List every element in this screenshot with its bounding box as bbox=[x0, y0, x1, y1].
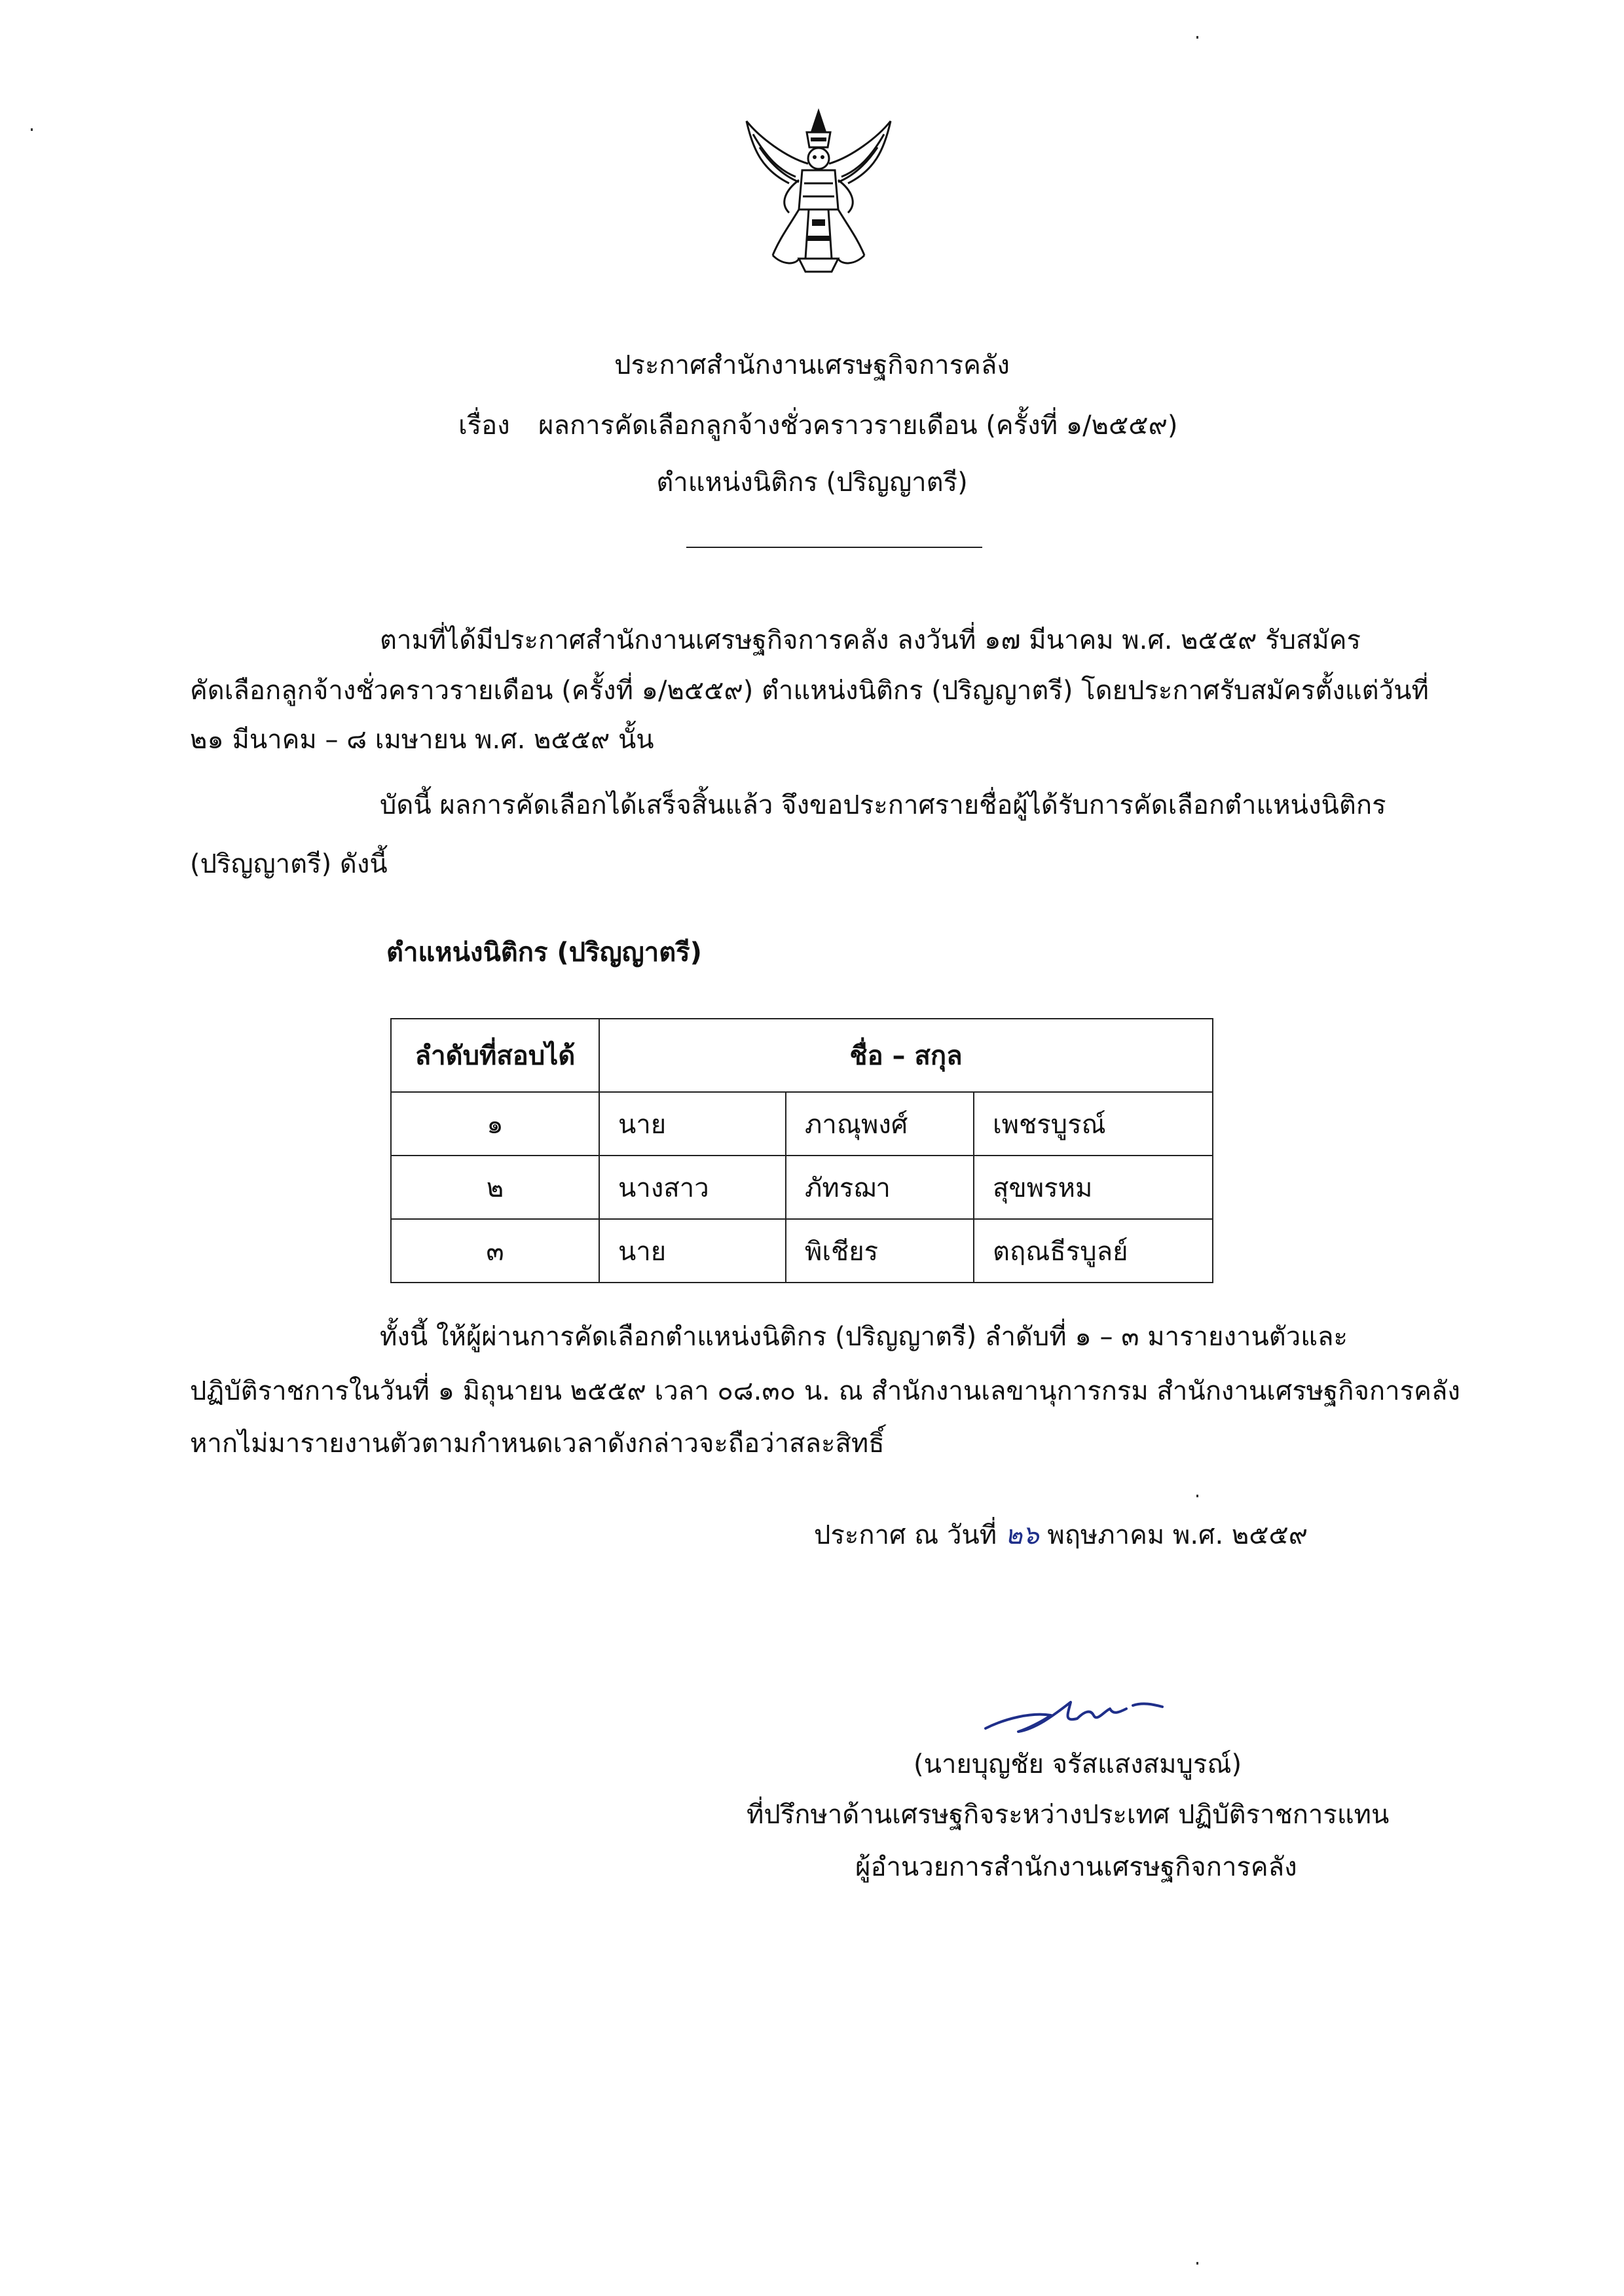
cell-title: นาย bbox=[599, 1219, 786, 1283]
signer-name: (นายบุญชัย จรัสแสงสมบูรณ์) bbox=[913, 1749, 1242, 1779]
scan-speck bbox=[1196, 1495, 1198, 1497]
announcement-title: ประกาศสำนักงานเศรษฐกิจการคลัง bbox=[614, 350, 1010, 380]
signer-title-2: ผู้อำนวยการสำนักงานเศรษฐกิจการคลัง bbox=[855, 1852, 1297, 1882]
table-header-row bbox=[391, 1019, 1213, 1092]
para3-line2: ปฏิบัติราชการในวันที่ ๑ มิถุนายน ๒๕๕๙ เวลา ๐๘.๓๐ น. ณ สำนักงานเลขานุการกรม สำนักงานเศรษฐกิจการคลัง bbox=[190, 1376, 1460, 1406]
para1-line1: ตามที่ได้มีประกาศสำนักงานเศรษฐกิจการคลัง ลงวันที่ ๑๗ มีนาคม พ.ศ. ๒๕๕๙ รับสมัคร bbox=[380, 625, 1361, 655]
subject-label: เรื่อง bbox=[458, 410, 510, 441]
results-table bbox=[390, 1018, 1213, 1283]
table-row bbox=[391, 1219, 1213, 1283]
cell-last-name: สุขพรหม bbox=[974, 1156, 1213, 1219]
signer-title-1: ที่ปรึกษาด้านเศรษฐกิจระหว่างประเทศ ปฏิบัติราชการแทน bbox=[747, 1800, 1390, 1830]
header-rank: ลำดับที่สอบได้ bbox=[391, 1019, 599, 1092]
scan-speck bbox=[1196, 36, 1198, 39]
cell-first-name: ภาณุพงศ์ bbox=[786, 1092, 974, 1156]
cell-rank: ๒ bbox=[391, 1156, 599, 1219]
header-divider bbox=[686, 547, 982, 548]
announce-prefix: ประกาศ ณ วันที่ bbox=[814, 1520, 997, 1550]
cell-title: นางสาว bbox=[599, 1156, 786, 1219]
para3-line3: หากไม่มารายงานตัวตามกำหนดเวลาดังกล่าวจะถือว่าสละสิทธิ์ bbox=[190, 1429, 885, 1459]
scan-speck bbox=[31, 128, 33, 131]
cell-first-name: พิเชียร bbox=[786, 1219, 974, 1283]
cell-rank: ๑ bbox=[391, 1092, 599, 1156]
para2-line2: (ปริญญาตรี) ดังนี้ bbox=[190, 849, 388, 879]
cell-first-name: ภัทรฌา bbox=[786, 1156, 974, 1219]
para2-line1: บัดนี้ ผลการคัดเลือกได้เสร็จสิ้นแล้ว จึงขอประกาศรายชื่อผู้ได้รับการคัดเลือกตำแหน่งนิติกร bbox=[380, 790, 1386, 820]
section-heading: ตำแหน่งนิติกร (ปริญญาตรี) bbox=[386, 938, 702, 968]
subject-text: ผลการคัดเลือกลูกจ้างชั่วคราวรายเดือน (ครั้งที่ ๑/๒๕๕๙) bbox=[538, 410, 1178, 441]
table-row bbox=[391, 1092, 1213, 1156]
cell-title: นาย bbox=[599, 1092, 786, 1156]
announce-date bbox=[814, 1522, 1308, 1548]
scan-speck bbox=[1196, 2262, 1198, 2265]
para3-line1: ทั้งนี้ ให้ผู้ผ่านการคัดเลือกตำแหน่งนิติกร (ปริญญาตรี) ลำดับที่ ๑ – ๓ มารายงานตัวและ bbox=[380, 1322, 1348, 1352]
para1-line3: ๒๑ มีนาคม – ๘ เมษายน พ.ศ. ๒๕๕๙ นั้น bbox=[190, 725, 654, 755]
position-title: ตำแหน่งนิติกร (ปริญญาตรี) bbox=[656, 467, 968, 498]
table-row bbox=[391, 1156, 1213, 1219]
announce-suffix: พฤษภาคม พ.ศ. ๒๕๕๙ bbox=[1047, 1520, 1308, 1550]
handwritten-day: ๒๖ bbox=[1005, 1520, 1039, 1550]
cell-rank: ๓ bbox=[391, 1219, 599, 1283]
cell-last-name: ตฤณธีรบูลย์ bbox=[974, 1219, 1213, 1283]
para1-line2: คัดเลือกลูกจ้างชั่วคราวรายเดือน (ครั้งที่ ๑/๒๕๕๙) ตำแหน่งนิติกร (ปริญญาตรี) โดยประกาศรับสมัครตั้งแต่วันที่ bbox=[190, 676, 1429, 706]
garuda-emblem-icon bbox=[733, 98, 904, 275]
header-name: ชื่อ – สกุล bbox=[599, 1019, 1213, 1092]
cell-last-name: เพชรบูรณ์ bbox=[974, 1092, 1213, 1156]
handwritten-signature bbox=[979, 1692, 1189, 1741]
